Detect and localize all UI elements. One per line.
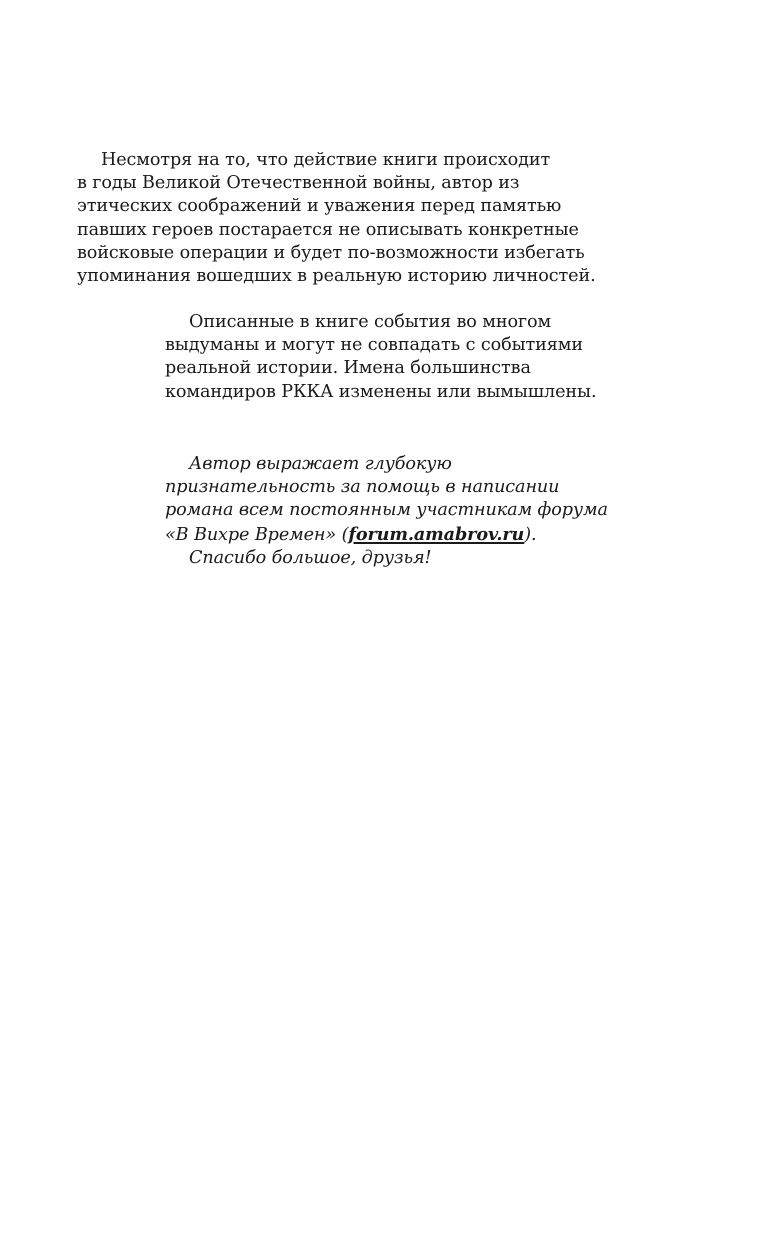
disclaimer-line: войсковые операции и будет по-возможности избегать — [77, 242, 585, 263]
closing-punctuation: ). — [524, 524, 537, 545]
disclaimer-paragraph — [77, 149, 697, 288]
disclaimer-line: упоминания вошедших в реальную историю личностей. — [77, 266, 596, 287]
acknowledgement-line: Автор выражает глубокую — [189, 454, 452, 474]
acknowledgement-line: романа всем постоянным участникам форума — [165, 500, 608, 521]
acknowledgement-paragraph — [165, 453, 725, 570]
disclaimer-line: в годы Великой Отечественной войны, автор из — [77, 173, 520, 194]
disclaimer-line: этических соображений и уважения перед памятью — [77, 196, 562, 217]
disclaimer-line: павших героев постарается не описывать конкретные — [77, 219, 579, 240]
acknowledgement-line: признательность за помощь в написании — [165, 477, 560, 498]
fiction-note-line: Описанные в книге события во многом — [189, 312, 552, 332]
fiction-note-line: реальной истории. Имена большинства — [165, 358, 531, 379]
fiction-note-paragraph — [165, 311, 685, 404]
fiction-note-line: командиров РККА изменены или вымышлены. — [165, 381, 597, 402]
acknowledgement-forum-line — [165, 523, 725, 547]
forum-name-text: «В Вихре Времен» ( — [165, 524, 349, 545]
disclaimer-line: Несмотря на то, что действие книги происходит — [101, 150, 551, 170]
forum-link[interactable]: forum.amabrov.ru — [348, 523, 525, 545]
fiction-note-line: выдуманы и могут не совпадать с событиями — [165, 335, 583, 356]
thanks-line: Спасибо большое, друзья! — [189, 547, 432, 568]
